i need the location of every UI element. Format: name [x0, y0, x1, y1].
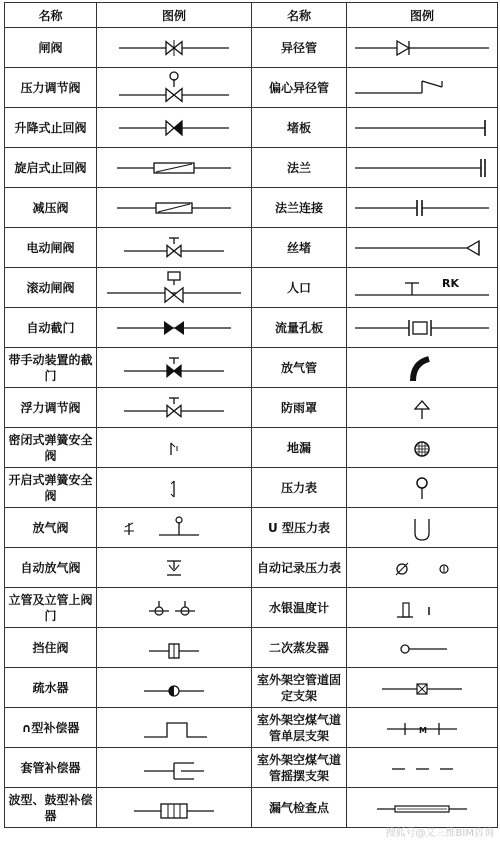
symbol-cell: [97, 468, 252, 508]
air-release-valve-icon: [99, 509, 249, 547]
component-name: 疏水器: [5, 668, 97, 708]
automatic-shutoff-valve-icon: [99, 309, 249, 347]
component-name: 室外架空管道固定支架: [252, 668, 347, 708]
orifice-plate-icon: [347, 309, 497, 347]
symbol-cell: [97, 428, 252, 468]
table-row: [5, 308, 498, 348]
symbol-cell: [97, 548, 252, 588]
gate-valve-icon: [99, 29, 249, 67]
swing-support-icon: [347, 749, 497, 787]
component-name: 浮力调节阀: [5, 388, 97, 428]
component-name: 放气管: [252, 348, 347, 388]
vent-pipe-icon: [347, 349, 497, 387]
component-name: 防雨罩: [252, 388, 347, 428]
component-name: 漏气检查点: [252, 788, 347, 828]
component-name: 自动截门: [5, 308, 97, 348]
table-row: [5, 668, 498, 708]
header-row: [5, 3, 498, 28]
symbol-cell: [347, 628, 498, 668]
pressure-gauge-icon: [347, 469, 497, 507]
table-row: [5, 228, 498, 268]
symbol-cell: [347, 108, 498, 148]
single-layer-support-icon: [347, 709, 497, 747]
bellows-compensator-icon: [99, 789, 249, 827]
support-m-label: M: [419, 725, 427, 735]
component-name: ∩型补偿器: [5, 708, 97, 748]
component-name: 水银温度计: [252, 588, 347, 628]
leak-check-point-icon: [347, 789, 497, 827]
component-name: 套管补偿器: [5, 748, 97, 788]
symbol-cell: [97, 348, 252, 388]
pressure-reducing-valve-icon: [99, 189, 249, 227]
table-row: [5, 268, 498, 308]
table-row: [5, 188, 498, 228]
secondary-evaporator-icon: [347, 629, 497, 667]
watermark: 搜狐号@艾三维BIM咨询: [385, 828, 494, 839]
component-name: 开启式弹簧安全阀: [5, 468, 97, 508]
symbol-cell: [97, 268, 252, 308]
symbol-cell: [97, 708, 252, 748]
component-name: 挡住阀: [5, 628, 97, 668]
symbol-cell: [97, 108, 252, 148]
table-row: [5, 588, 498, 628]
symbol-cell: [97, 388, 252, 428]
table-row: [5, 708, 498, 748]
symbol-cell: [97, 68, 252, 108]
table-row: [5, 548, 498, 588]
symbol-cell: [97, 628, 252, 668]
symbol-cell: [347, 748, 498, 788]
table-row: [5, 508, 498, 548]
manhole-rk-label: RK: [442, 276, 459, 290]
component-name: 流量孔板: [252, 308, 347, 348]
symbol-cell: [97, 28, 252, 68]
flange-connection-icon: [347, 189, 497, 227]
u-expansion-joint-icon: [99, 709, 249, 747]
symbol-cell: [347, 788, 498, 828]
symbol-cell: [347, 228, 498, 268]
component-name: 法兰: [252, 148, 347, 188]
table-row: [5, 748, 498, 788]
component-name: 偏心异径管: [252, 68, 347, 108]
component-name: 丝堵: [252, 228, 347, 268]
component-name: 自动记录压力表: [252, 548, 347, 588]
table-row: [5, 28, 498, 68]
blind-plate-icon: [347, 109, 497, 147]
pipe-symbol-legend-table: [4, 2, 498, 828]
symbol-cell: [97, 748, 252, 788]
eccentric-reducer-icon: [347, 69, 497, 107]
electric-gate-valve-icon: [99, 229, 249, 267]
component-name: 密闭式弹簧安全阀: [5, 428, 97, 468]
component-name: 压力调节阀: [5, 68, 97, 108]
component-name: 电动闸阀: [5, 228, 97, 268]
stop-valve-icon: [99, 629, 249, 667]
riser-valve-icon: [99, 589, 249, 627]
reducer-icon: [347, 29, 497, 67]
header-symbol-left: 图例: [97, 3, 252, 28]
symbol-cell: [347, 148, 498, 188]
flange-icon: [347, 149, 497, 187]
rain-cap-icon: [347, 389, 497, 427]
table-row: [5, 108, 498, 148]
component-name: 异径管: [252, 28, 347, 68]
header-name-right: 名称: [252, 3, 347, 28]
floor-drain-icon: [347, 429, 497, 467]
symbol-cell: [97, 308, 252, 348]
symbol-cell: [347, 348, 498, 388]
table-row: [5, 628, 498, 668]
table-row: [5, 148, 498, 188]
symbol-cell: [97, 188, 252, 228]
component-name: 人口: [252, 268, 347, 308]
symbol-cell: [347, 468, 498, 508]
symbol-cell: [97, 148, 252, 188]
symbol-cell: [347, 708, 498, 748]
component-name: 减压阀: [5, 188, 97, 228]
u-tube-manometer-icon: [347, 509, 497, 547]
symbol-cell: [347, 68, 498, 108]
component-name: 立管及立管上阀门: [5, 588, 97, 628]
component-name: 二次蒸发器: [252, 628, 347, 668]
symbol-cell: [97, 668, 252, 708]
component-name: 室外架空煤气道管摇摆支架: [252, 748, 347, 788]
component-name: 闸阀: [5, 28, 97, 68]
symbol-cell: [347, 188, 498, 228]
symbol-cell: [347, 548, 498, 588]
closed-spring-safety-valve-icon: [99, 429, 249, 467]
component-name: 放气阀: [5, 508, 97, 548]
threaded-plug-icon: [347, 229, 497, 267]
component-name: 自动放气阀: [5, 548, 97, 588]
swing-check-valve-icon: [99, 149, 249, 187]
symbol-cell: [347, 388, 498, 428]
symbol-cell: [97, 788, 252, 828]
component-name: 带手动装置的截门: [5, 348, 97, 388]
manhole-icon: [347, 269, 497, 307]
rolling-gate-valve-icon: [99, 269, 249, 307]
header-name-left: 名称: [5, 3, 97, 28]
component-name: 波型、鼓型补偿器: [5, 788, 97, 828]
table-row: [5, 428, 498, 468]
table-row: [5, 388, 498, 428]
manual-shutoff-valve-icon: [99, 349, 249, 387]
symbol-cell: [97, 508, 252, 548]
symbol-cell: [347, 508, 498, 548]
steam-trap-icon: [99, 669, 249, 707]
mercury-thermometer-icon: [347, 589, 497, 627]
pressure-regulating-valve-icon: [99, 69, 249, 107]
open-spring-safety-valve-icon: [99, 469, 249, 507]
symbol-cell: [347, 28, 498, 68]
component-name: 升降式止回阀: [5, 108, 97, 148]
component-name: 旋启式止回阀: [5, 148, 97, 188]
symbol-cell: [347, 428, 498, 468]
header-symbol-right: 图例: [347, 3, 498, 28]
symbol-cell: [347, 668, 498, 708]
table-row: [5, 68, 498, 108]
component-name: 压力表: [252, 468, 347, 508]
component-name: 堵板: [252, 108, 347, 148]
automatic-air-vent-icon: [99, 549, 249, 587]
symbol-cell: [97, 228, 252, 268]
fixed-support-icon: [347, 669, 497, 707]
symbol-cell: [347, 588, 498, 628]
table-row: [5, 348, 498, 388]
component-name: 法兰连接: [252, 188, 347, 228]
component-name: 滚动闸阀: [5, 268, 97, 308]
table-row: [5, 788, 498, 828]
lift-check-valve-icon: [99, 109, 249, 147]
sleeve-compensator-icon: [99, 749, 249, 787]
symbol-cell: [97, 588, 252, 628]
symbol-cell: [347, 308, 498, 348]
symbol-cell: [347, 268, 498, 308]
component-name: 地漏: [252, 428, 347, 468]
table-row: [5, 468, 498, 508]
component-name: 室外架空煤气道管单层支架: [252, 708, 347, 748]
recording-pressure-gauge-icon: [347, 549, 497, 587]
float-regulating-valve-icon: [99, 389, 249, 427]
component-name: U 型压力表: [252, 508, 347, 548]
